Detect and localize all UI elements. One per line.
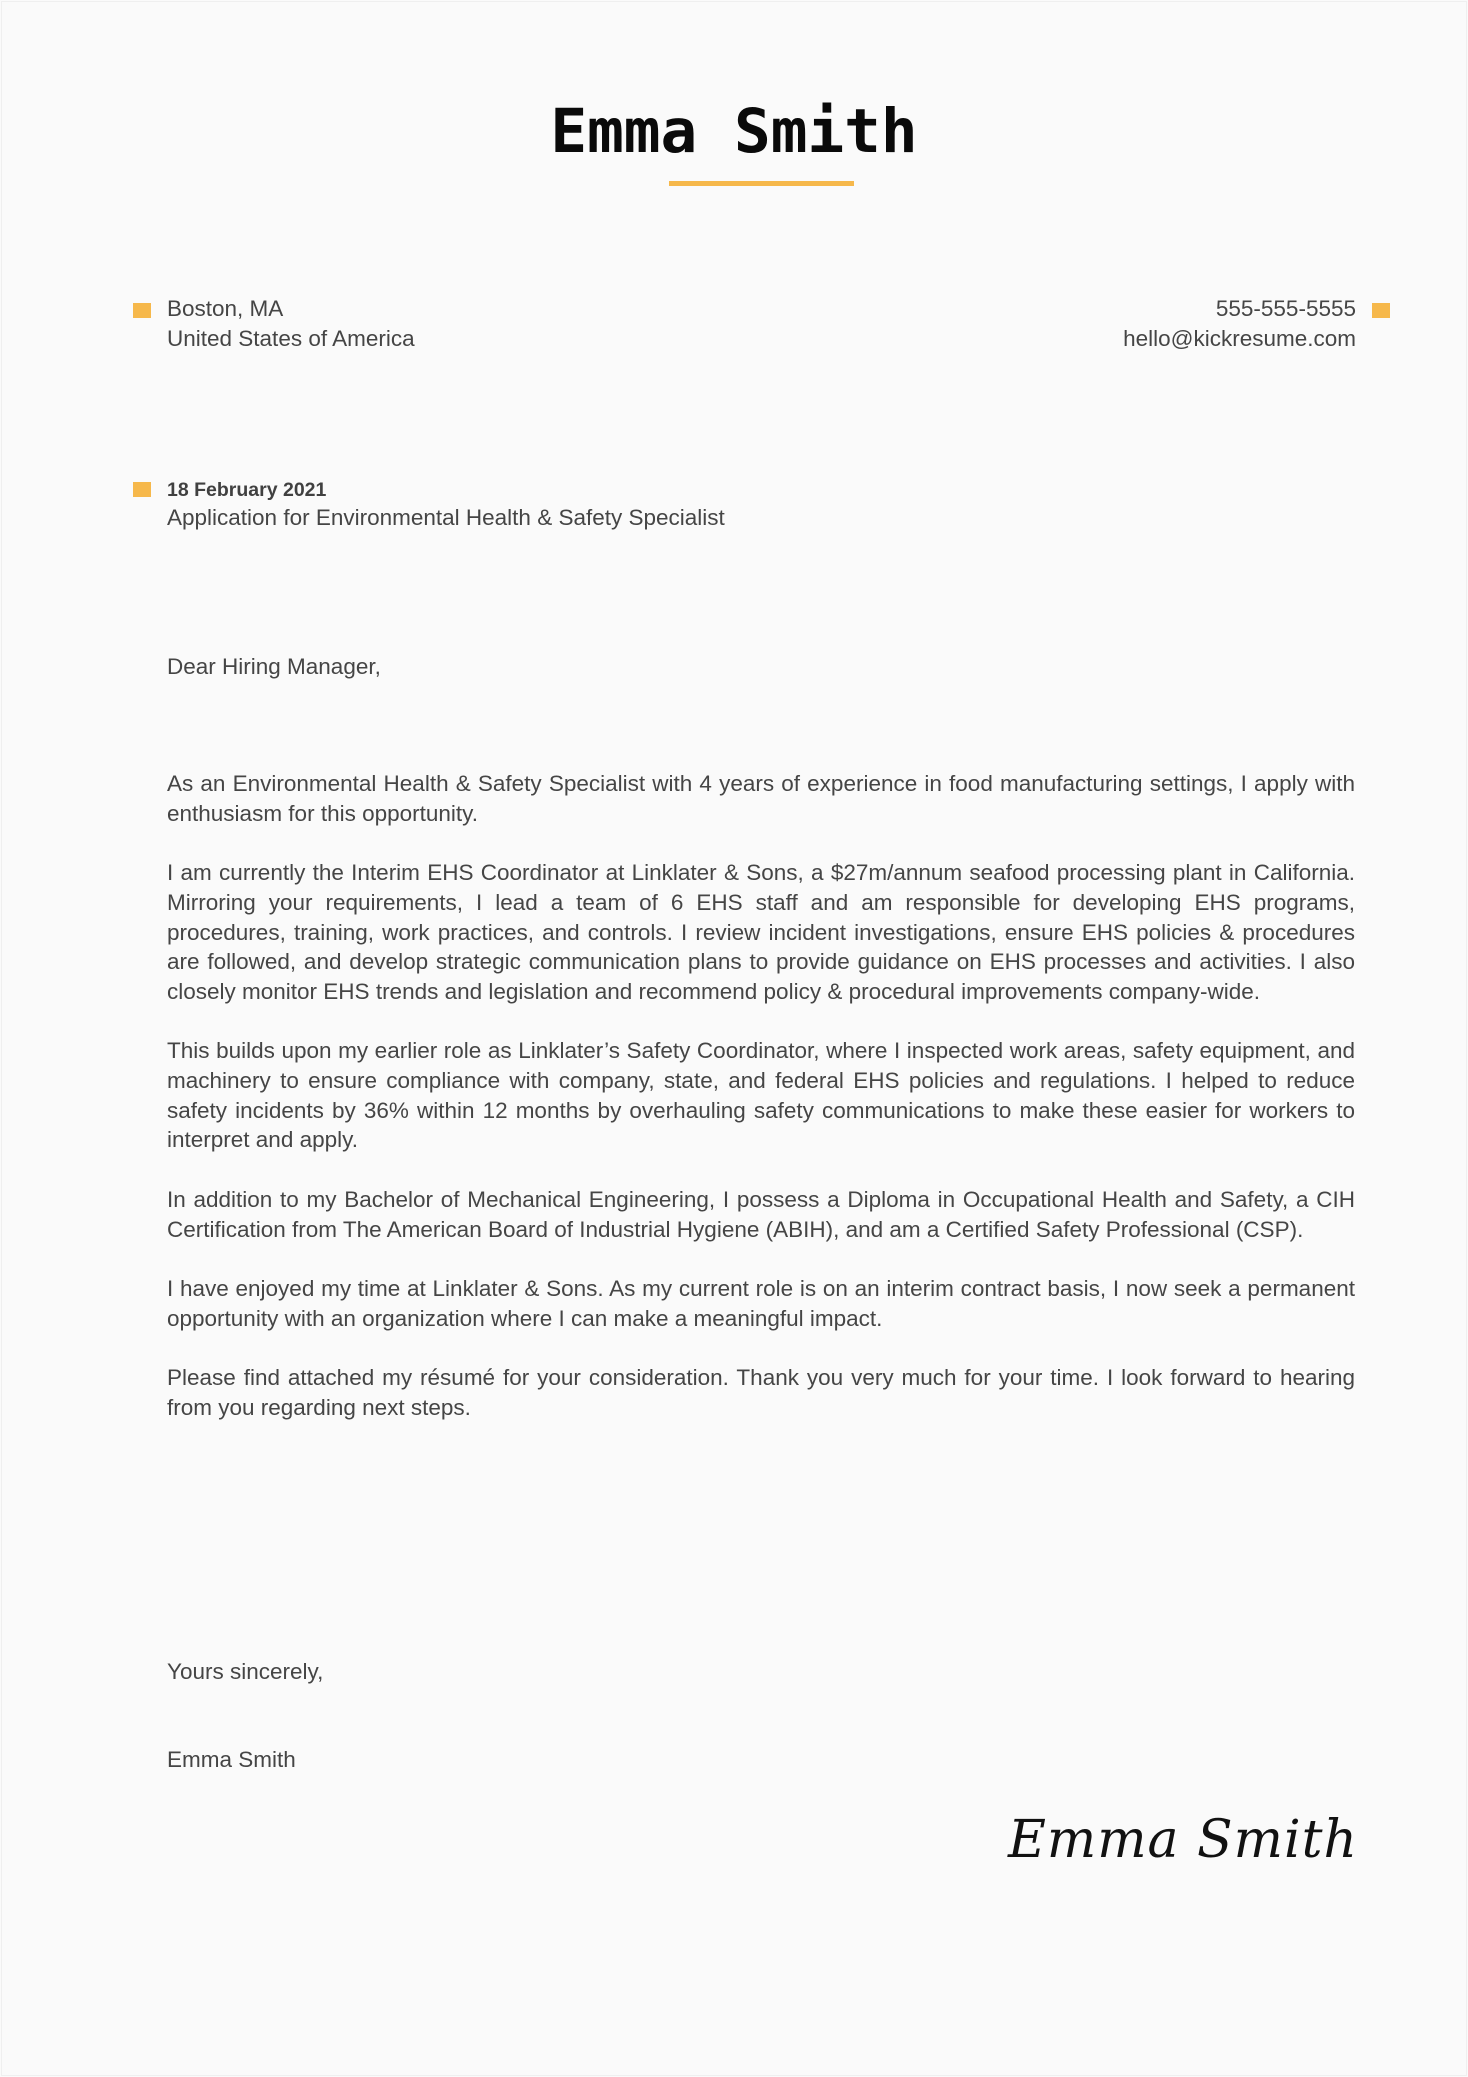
letter-closing: Yours sincerely,: [167, 1659, 324, 1684]
name-underline-accent: [669, 181, 854, 186]
contact-address: [167, 294, 415, 353]
letter-body: [167, 769, 1355, 1452]
handwritten-signature: Emma Smith: [1007, 1810, 1358, 1870]
body-paragraph: I am currently the Interim EHS Coordinator at Linklater & Sons, a $27m/annum seafood processing plant in California. Mirroring your requirements, I lead a team of 6 EHS staff and am responsible for developing EHS programs, procedures, training, work practices, and controls. I review incident investigations, ensure EHS policies & procedures are followed, and develop strategic communication plans to provide guidance on EHS processes and activities. I also closely monitor EHS trends and legislation and recommend policy & procedural improvements company-wide.: [167, 860, 1355, 1004]
contact-city: Boston, MA: [167, 296, 284, 321]
body-paragraph: Please find attached my résumé for your consideration. Thank you very much for your time. I look forward to hearing from you regarding next steps.: [167, 1364, 1355, 1420]
date-bullet-icon: [133, 482, 151, 497]
contact-country: United States of America: [167, 325, 415, 351]
body-paragraph: In addition to my Bachelor of Mechanical Engineering, I possess a Diploma in Occupational Health and Safety, a CIH Certification from The American Board of Industrial Hygiene (ABIH), and am a Certified Safety Professional (CSP).: [167, 1186, 1355, 1242]
contact-details: [1123, 294, 1356, 353]
signoff-name: Emma Smith: [167, 1747, 296, 1772]
contact-bullet-icon: [1372, 303, 1390, 318]
body-paragraph: As an Environmental Health & Safety Specialist with 4 years of experience in food manufacturing settings, I apply with enthusiasm for this opportunity.: [167, 771, 1355, 826]
contact-phone: 555-555-5555: [1215, 296, 1356, 321]
body-paragraph: This builds upon my earlier role as Linklater’s Safety Coordinator, where I inspected work areas, safety equipment, and machinery to ensure compliance with company, state, and federal EHS policies and regulations. I helped to reduce safety incidents by 36% within 12 months by overhauling safety communications to make these easier for workers to interpret and apply.: [167, 1038, 1355, 1153]
letter-date: 18 February 2021: [167, 479, 327, 501]
applicant-name-heading: Emma Smith: [550, 96, 918, 167]
location-bullet-icon: [133, 303, 151, 318]
body-paragraph: I have enjoyed my time at Linklater & Sons. As my current role is on an interim contract basis, I now seek a permanent opportunity with an organization where I can make a meaningful impact.: [167, 1275, 1355, 1331]
letter-subject: Application for Environmental Health & Safety Specialist: [167, 505, 725, 530]
contact-email: hello@kickresume.com: [1123, 325, 1356, 351]
letter-greeting: Dear Hiring Manager,: [167, 654, 381, 679]
